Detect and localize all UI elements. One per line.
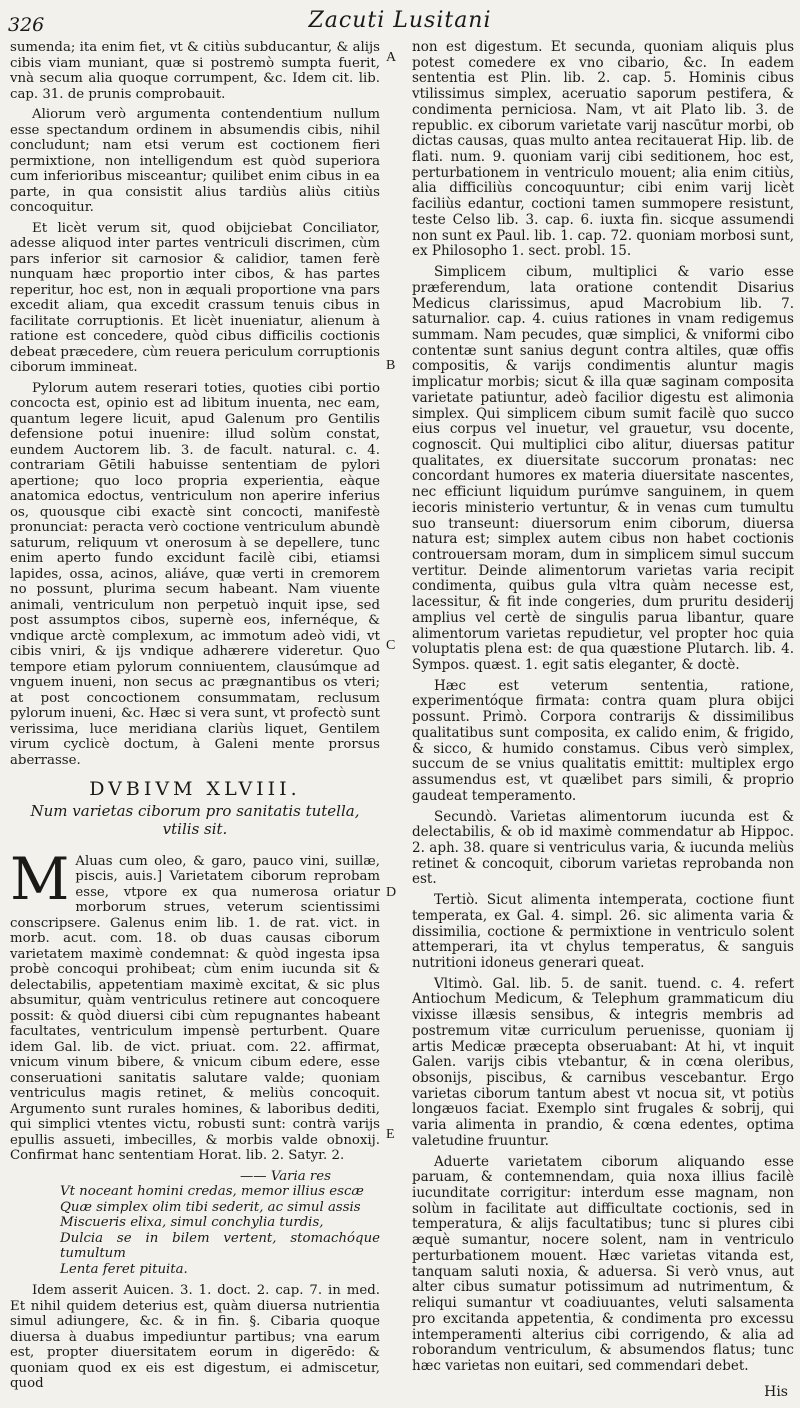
paragraph: non est digestum. Et secunda, quoniam aliquis plus potest comedere ex vno cibario, &c. In eadem sententia est Plin. lib. 2. cap. 5. Hominis cibus vtilissimus simplex, aceruatio saporum pestifera, & condimenta perniciosa. Nam, vt ait Plato lib. 3. de republic. ex ciborum varietate varij nascūtur morbi, ob dictas causas, quas multo antea recitauerat Hip. lib. de flati. num. 9. quoniam varij cibi seditionem, hoc est, perturbationem in ventriculo mouent; alia enim citiùs, alia difficiliùs concoquuntur; cibi enim varij licèt faciliùs edantur, coctioni tamen summopere resistunt, teste Celso lib. 3. cap. 6. iuxta fin. sicque assumendi non sunt ex Paul. lib. 1. cap. 72. quoniam morbosi sunt, ex Philosopho 1. sect. probl. 15.: [412, 39, 794, 260]
right-column: [412, 40, 794, 1380]
running-title: Zacuti Lusitani: [308, 8, 492, 33]
verse-line: Lenta feret pituita.: [60, 1261, 188, 1277]
catchword: His: [764, 1384, 788, 1400]
section-title: Num varietas ciborum pro sanitatis tutella, vtilis sit.: [30, 801, 360, 838]
paragraph: Pylorum autem reserari toties, quoties cibi portio concocta est, opinio est ad libitum inuenta, nec eam, quantum legere licuit, apud Galenum pro Gentilis defensione potui inuenire: illud solùm constat, eundem Auctorem lib. 3. de facult. natural. c. 4. contrariam Gētili habuisse sententiam de pylori apertione; quo loco propria experientia, eàque anatomica edoctus, ventriculum non aperire inferius os, quousque cibi exactè sint concocti, manifestè pronunciat: peracta verò coctione ventriculum abundè saturum, reliquum vt onerosum à se depellere, tunc enim aperto fundo excidunt facilè cibi, etiamsi lapides, ossa, acinos, aliáve, quæ verti in cremorem no possunt, plurima secum habeant. Nam viuente animali, ventriculum non perpetuò inquit ipse, sed post assumptos cibos, supernè eos, infernéque, & vndique arctè complexum, ac immotum adeò vidi, vt cibis vniri, & ijs vndique adhærere videretur. Quo tempore etiam pylorum conniuentem, clausúmque ad vnguem inueni, non secus ac prægnantibus os vteri; at post concoctionem consummatam, reclusum pylorum inueni, &c. Hæc si vera sunt, vt profectò sunt verissima, luce meridiana clariùs liquet, Gentilem virum cyclicè doctum, à Galeni mente prorsus aberrasse.: [10, 380, 380, 768]
section-heading: DVBIVM XLVIII.: [89, 778, 301, 800]
paragraph: Idem asserit Auicen. 3. 1. doct. 2. cap. 7. in med. Et nihil quidem deterius est, quàm diuersa nutrientia simul adiungere, &c. & in fin. §. Cibaria quoque diuersa à duabus impediuntur partibus; vna earum est, propter diuersitatem eorum in digerēdo: & quoniam quod ex eis est digestum, ei admiscetur, quod: [10, 1283, 380, 1391]
paragraph: Aliorum verò argumenta contendentium nullum esse spectandum ordinem in absumendis cibis, nihil concludunt; nam etsi verum est coctionem fieri permixtione, non intelligendum est quòd superiora cum inferioribus misceantur; quilibet enim cibus in ea parte, in qua consistit alius tardiùs aliùs citiùs concoquitur.: [10, 107, 380, 215]
drop-cap: M: [10, 844, 70, 913]
verse-line: Quæ simplex olim tibi sederit, ac simul assis: [60, 1199, 361, 1215]
margin-marker: E: [386, 1127, 395, 1142]
page-number: 326: [8, 14, 45, 36]
left-column: [10, 40, 380, 1397]
verse-line: Vt noceant homini credas, memor illius escæ: [60, 1184, 364, 1199]
verse-line: Miscueris elixa, simul conchylia turdis,: [60, 1215, 324, 1230]
verse-line: —— Varia res: [240, 1168, 331, 1184]
paragraph: sumenda; ita enim fiet, vt & citiùs subducantur, & alijs cibis viam muniant, quæ si postremò sumpta fuerit, vnà secum alia quoque corrumpent, &c. Idem cit. lib. cap. 31. de prunis comprobauit.: [10, 40, 380, 102]
paragraph: Tertiò. Sicut alimenta intemperata, coctione fiunt temperata, ex Gal. 4. simpl. 26. sic alimenta varia & dissimilia, coctione & permixtione in ventriculo solent attemperari, ita vt chylus temperatus, & sanguis nutritioni idoneus generari queat.: [412, 892, 794, 971]
paragraph: Simplicem cibum, multiplici & vario esse præferendum, lata oratione contendit Disarius Medicus clarissimus, apud Macrobium lib. 7. saturnalior. cap. 4. cuius rationes in vnam redigemus summam. Nam pecudes, quæ simplici, & vniformi cibo contentæ sunt sanius degunt contra altiles, quæ offis compositis, & varijs condimentis aluntur magis implicatur morbis; sicut & illa quæ saginam composita varietate patiuntur, adeò facilior digestu est alimonia simplex. Qui simplicem cibum sumit facilè quo succo eius corpus vel inuetur, vel grauetur, vsu docente, cognoscit. Qui multiplici cibo alitur, diuersas patitur qualitates, ex diuersitate succorum pronatas: nec concordant humores ex materia diuersitate nascentes, nec efficiunt liquidum purúmve sanguinem, in quem iecoris ministerio vertuntur, & in venas cum tumultu suo transeunt: diuersorum enim ciborum, diuersa natura est; simplex autem cibus non habet coctionis controuersam moram, dum in simplicem simul succum vertitur. Deinde alimentorum varietas varia recipit condimenta, quibus gula vltra quàm necesse est, lacessitur, & fit inde congeries, dum pruritu desiderij amplius vel certè de singulis parua libantur, quare alimentorum varietas repudietur, vel propter hoc quia voluptatis plena est: de qua quæstione Plutarch. lib. 4. Sympos. quæst. 1. egit satis eleganter, & doctè.: [412, 264, 794, 674]
margin-marker: A: [386, 50, 397, 65]
margin-marker: B: [386, 358, 396, 373]
paragraph: Aduerte varietatem ciborum aliquando esse paruam, & contemnendam, quia noxa illius facilè iucunditate corrigitur: interdum esse magnam, non solùm in facilitate aut difficultate coctionis, sed in temperatura, & alijs facultatibus; tunc si plures cibi æquè sumantur, nocere solent, nam in ventriculo perturbationem mouent. Hæc varietas vitanda est, tanquam saluti noxia, & aduersa. Si verò vnus, aut alter cibus sumatur potissimum ad nutrimentum, & reliqui sumantur vt coadiuuantes, veluti salsamenta pro excitanda appetentia, & condimenta pro excessu intemperamenti alterius cibi corrigendo, & alia ad roborandum ventriculum, & absumendos flatus; tunc hæc varietas non euitari, sed commendari debet.: [412, 1153, 794, 1374]
verse-line: Dulcia se in bilem vertent, stomachóque tumultum: [60, 1230, 380, 1261]
paragraph-with-initial: [10, 844, 380, 1164]
verse-quotation: [10, 1169, 380, 1278]
paragraph-text: Aluas cum oleo, & garo, pauco vini, suillæ, piscis, auis.] Varietatem ciborum reprobam esse, vtpore ex qua numerosa oriatur morborum strues, veterum scientissimi conscripsere. Galenus enim lib. 1. de rat. vict. in morb. acut. com. 18. ob duas causas ciborum varietatem maximè condemnat: & quòd ingesta ipsa probè concoqui prohibeat; cùm enim iucunda sit & delectabilis, appetentiam maximè excitat, & sic plus absumitur, quàm ventriculus retinere aut concoquere possit: & quòd diuersi cibi cùm repugnantes habeant facultates, ventriculum impensè perturbent. Quare idem Gal. lib. de vict. priuat. com. 22. affirmat, vnicum vinum bibere, & vnicum cibum edere, esse conseruationi sanitatis salutare valde; quoniam ventriculus magis retinet, & meliùs concoquit. Argumento sunt rurales homines, & laboribus dediti, qui simplici vtentes victu, robusti sunt: contrà varijs epullis assueti, imbecilles, & morbis valde obnoxij. Confirmat hanc sententiam Horat. lib. 2. Satyr. 2.: [10, 853, 380, 1163]
paragraph: Vltimò. Gal. lib. 5. de sanit. tuend. c. 4. refert Antiochum Medicum, & Telephum grammaticum diu vixisse illæsis sensibus, & integris membris ad postremum vitæ curriculum peruenisse, quoniam ij artis Medicæ præcepta obseruabant: At hi, vt inquit Galen. varijs cibis vtebantur, & in cœna oleribus, obsonijs, piscibus, & carnibus vescebantur. Ergo varietas ciborum tantum abest vt nocua sit, vt potiùs longæuos faciat. Exemplo sint frugales & sobrij, qui varia alimenta in prandio, & cœna edentes, optima valetudine fruuntur.: [412, 975, 794, 1149]
margin-marker: C: [386, 638, 396, 653]
paragraph: Et licèt verum sit, quod obijciebat Conciliator, adesse aliquod inter partes ventriculi discrimen, cùm pars inferior sit carnosior & calidior, tamen ferè nunquam hæc proportio inter cibos, & has partes reperitur, hoc est, non in æquali proportione vna pars excedit aliam, qua excedit crassum tenuis cibus in facilitate corruptionis. Et licèt inueniatur, alienum à ratione est concedere, quòd cibus difficilis coctionis debeat præcedere, cùm reuera periculum corruptionis ciborum immineat.: [10, 220, 380, 375]
paragraph: Secundò. Varietas alimentorum iucunda est & delectabilis, & ob id maximè commendatur ab Hippoc. 2. aph. 38. quare si ventriculus varia, & iucunda meliùs retinet & concoquit, ciborum varietas reprobanda non est.: [412, 808, 794, 888]
margin-marker: D: [386, 885, 397, 900]
paragraph: Hæc est veterum sententia, ratione, experimentóque firmata: contra quam plura obijci possunt. Primò. Corpora contrarijs & dissimilibus qualitatibus sunt composita, ex calido enim, & frigido, & sicco, & humido constamus. Cibus verò simplex, succum de se vnius qualitatis emittit: multiplex ergo assumendus est, vt quælibet pars simili, & proprio gaudeat temperamento.: [412, 677, 794, 804]
